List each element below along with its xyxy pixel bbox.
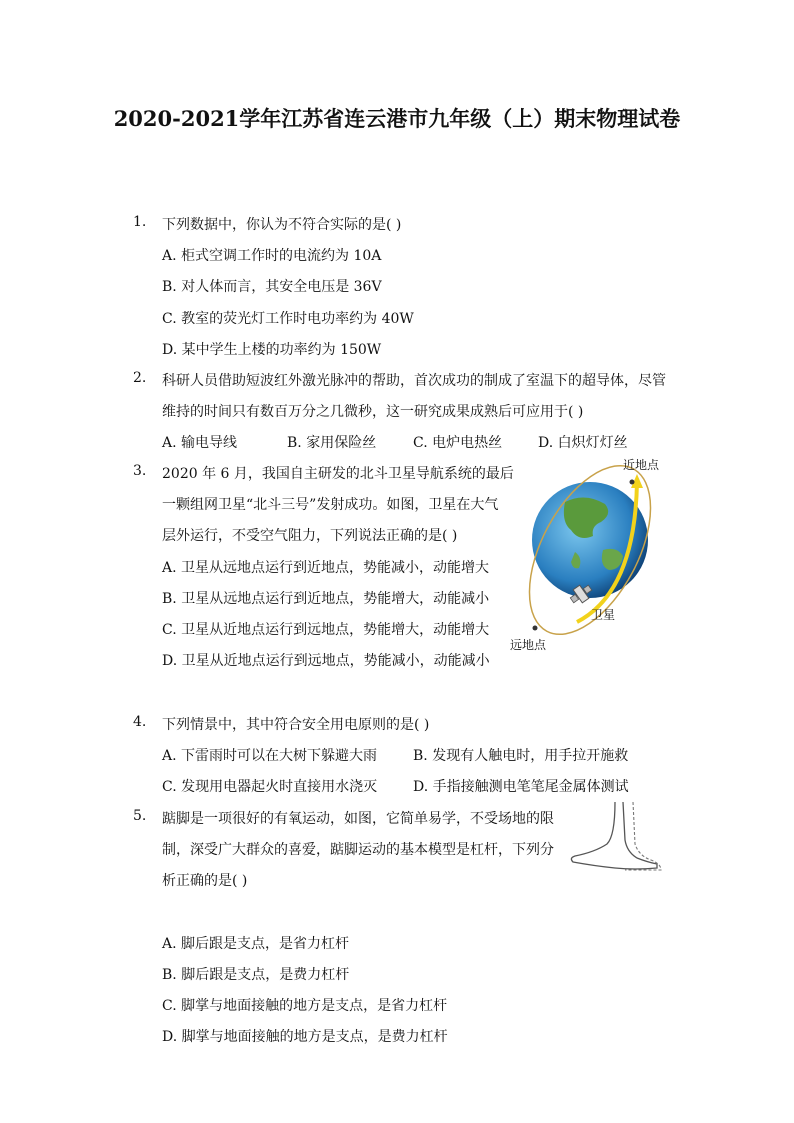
- question-5-number: 5.: [133, 808, 147, 824]
- question-4-number: 4.: [133, 714, 147, 730]
- question-3-option-a: A. 卫星从远地点运行到近地点，势能减小，动能增大: [162, 560, 490, 576]
- question-3-stem-line-2: 一颗组网卫星“北斗三号”发射成功。如图，卫星在大气: [162, 497, 499, 513]
- question-4-option-c: C. 发现用电器起火时直接用水浇灭: [162, 779, 378, 795]
- question-3-option-b: B. 卫星从远地点运行到近地点，势能增大，动能减小: [162, 591, 490, 607]
- question-3-stem-line-3: 层外运行，不受空气阻力，下列说法正确的是( ): [162, 528, 458, 544]
- question-5-option-c: C. 脚掌与地面接触的地方是支点，是省力杠杆: [162, 998, 448, 1014]
- foot-tiptoe-illustration: [565, 800, 665, 872]
- question-5-option-a: A. 脚后跟是支点，是省力杠杆: [162, 936, 350, 952]
- perigee-label: 近地点: [623, 458, 660, 472]
- question-5-stem-line-2: 制，深受广大群众的喜爱，踮脚运动的基本模型是杠杆，下列分: [162, 842, 554, 858]
- question-1-option-d: D. 某中学生上楼的功率约为 150W: [162, 342, 382, 358]
- page-title: 2020-2021学年江苏省连云港市九年级（上）期末物理试卷: [113, 106, 681, 131]
- question-2-option-d: D. 白炽灯灯丝: [538, 435, 628, 451]
- question-5-option-b: B. 脚后跟是支点，是费力杠杆: [162, 967, 350, 983]
- question-4-option-d: D. 手指接触测电笔笔尾金属体测试: [413, 779, 629, 795]
- perigee-marker: [630, 480, 635, 485]
- question-1-option-b: B. 对人体而言，其安全电压是 36V: [162, 279, 382, 295]
- question-4-option-a: A. 下雷雨时可以在大树下躲避大雨: [162, 748, 378, 764]
- question-4-stem: 下列情景中，其中符合安全用电原则的是( ): [162, 717, 430, 733]
- question-5-stem-line-3: 析正确的是( ): [162, 873, 248, 889]
- question-2-stem-line-1: 科研人员借助短波红外激光脉冲的帮助，首次成功的制成了室温下的超导体，尽管: [162, 373, 666, 389]
- question-1-number: 1.: [133, 214, 147, 230]
- question-1-option-a: A. 柜式空调工作时的电流约为 10A: [162, 248, 382, 264]
- foot-figure: [565, 800, 665, 872]
- question-5-stem-line-1: 踮脚是一项很好的有氧运动，如图，它简单易学，不受场地的限: [162, 811, 554, 827]
- question-3-stem-line-1: 2020 年 6 月，我国自主研发的北斗卫星导航系统的最后: [162, 466, 514, 482]
- question-2-option-b: B. 家用保险丝: [287, 435, 377, 451]
- foot-outline: [571, 802, 657, 869]
- apogee-marker: [533, 626, 538, 631]
- apogee-label: 远地点: [510, 638, 547, 652]
- satellite-label: 卫星: [591, 608, 616, 622]
- question-5-option-d: D. 脚掌与地面接触的地方是支点，是费力杠杆: [162, 1029, 448, 1045]
- question-3-number: 3.: [133, 463, 147, 479]
- question-2-number: 2.: [133, 370, 147, 386]
- question-4-option-b: B. 发现有人触电时，用手拉开施救: [413, 748, 629, 764]
- question-1-stem: 下列数据中，你认为不符合实际的是( ): [162, 217, 402, 233]
- question-2-option-a: A. 输电导线: [162, 435, 238, 451]
- satellite-orbit-figure: [505, 452, 680, 652]
- question-2-option-c: C. 电炉电热丝: [413, 435, 503, 451]
- question-2-stem-line-2: 维持的时间只有数百万分之几微秒，这一研究成果成熟后可应用于( ): [162, 404, 584, 420]
- question-1-option-c: C. 教室的荧光灯工作时电功率约为 40W: [162, 311, 414, 327]
- question-3-option-c: C. 卫星从近地点运行到远地点，势能增大，动能增大: [162, 622, 490, 638]
- question-3-option-d: D. 卫星从近地点运行到远地点，势能减小，动能减小: [162, 653, 490, 669]
